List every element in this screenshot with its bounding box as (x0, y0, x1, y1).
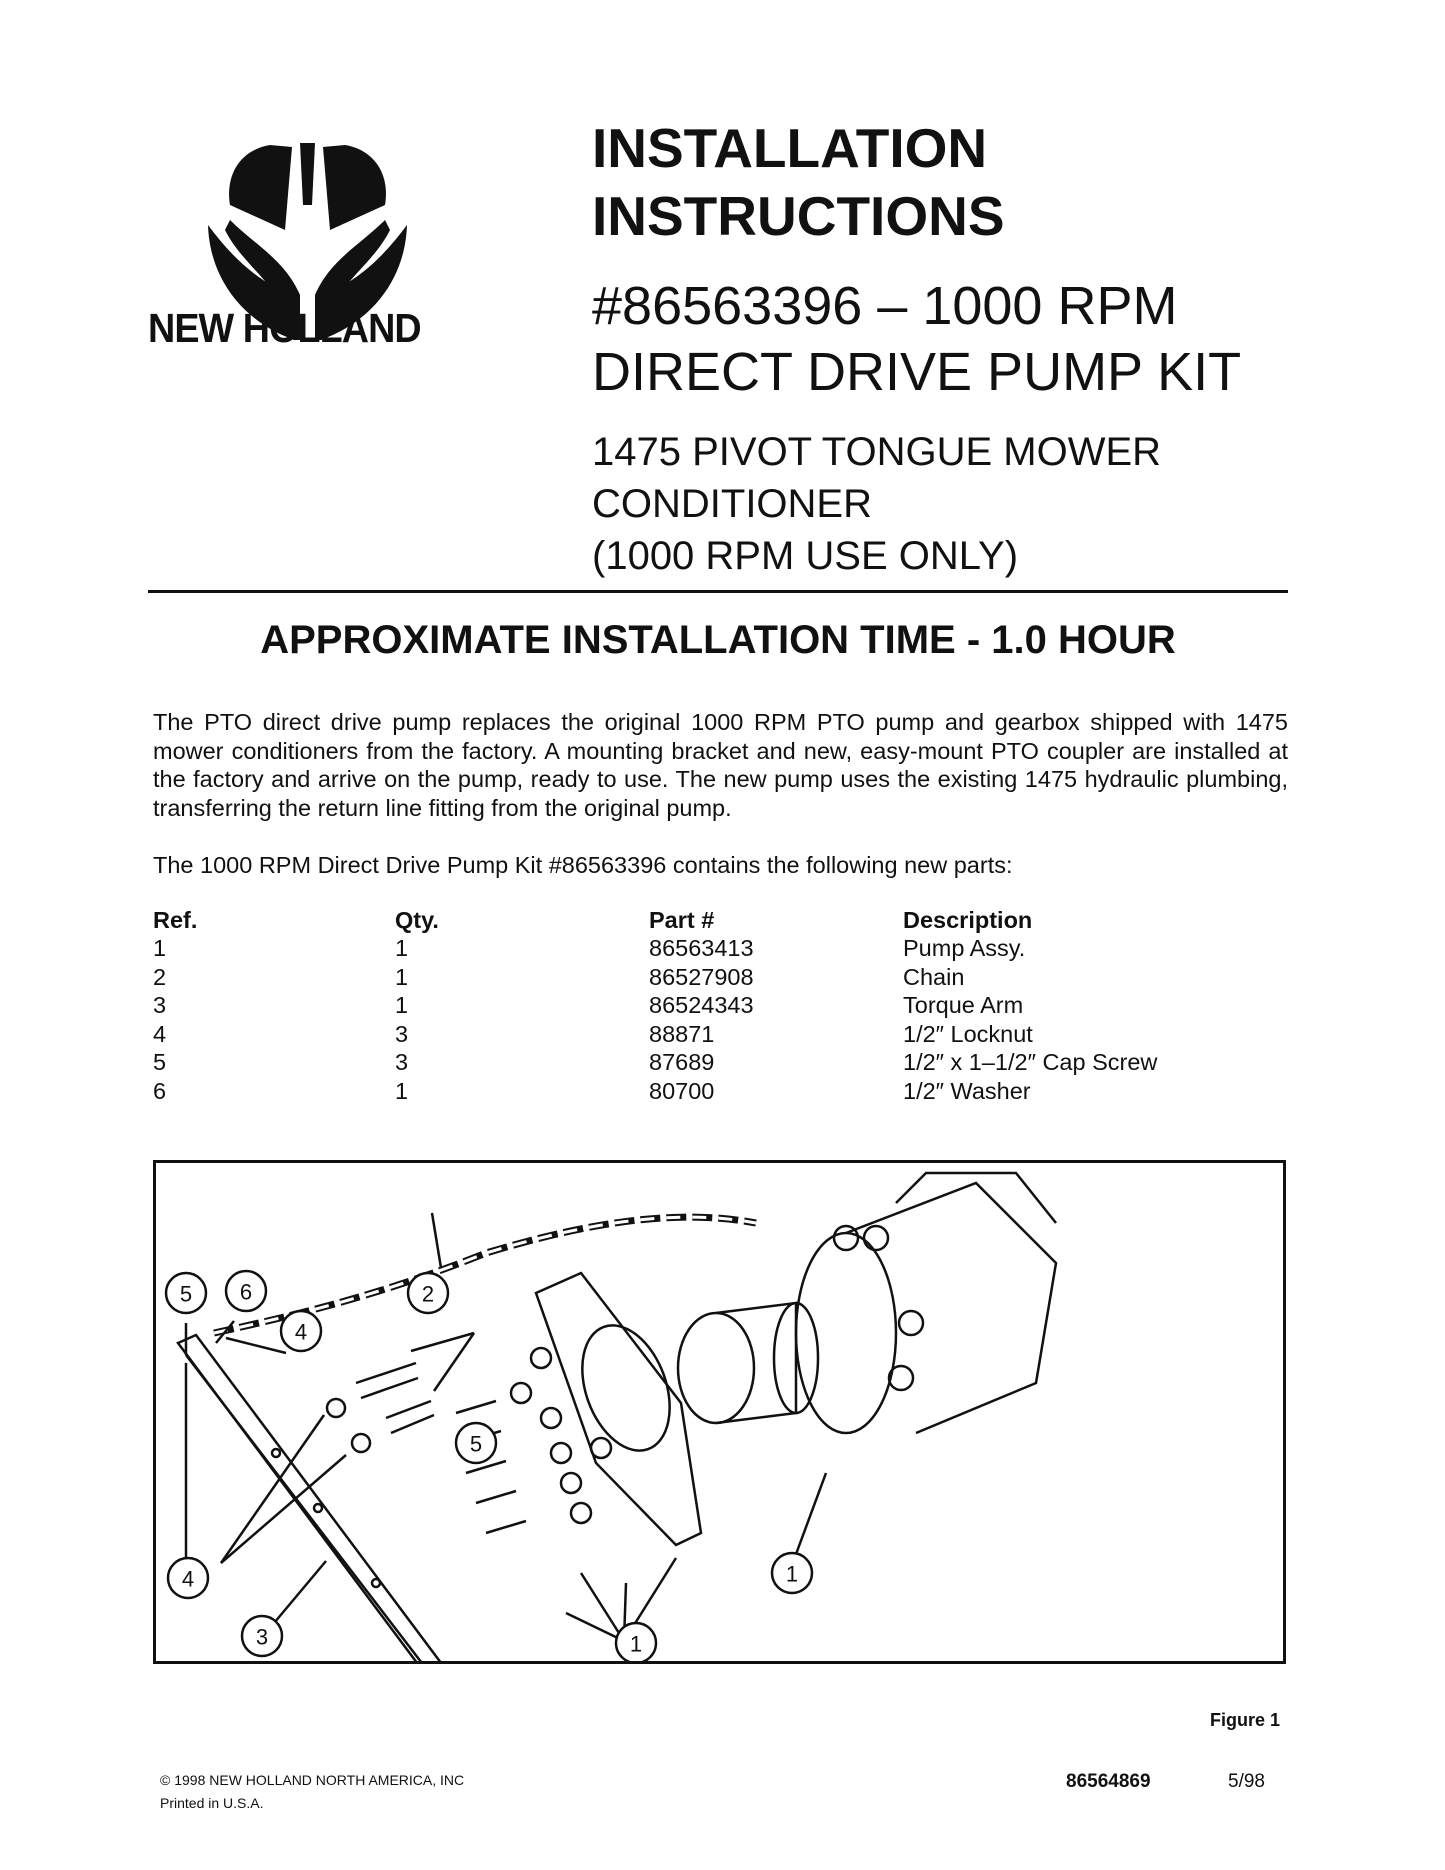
page-title-line1: INSTALLATION (592, 117, 988, 179)
table-row (153, 1077, 1283, 1106)
svg-text:2: 2 (421, 1281, 435, 1307)
contents-sentence: The 1000 RPM Direct Drive Pump Kit #86563396 contains the following new parts: (153, 852, 1013, 878)
cell-part-number: 86524343 (649, 992, 754, 1018)
parts-table (153, 906, 1283, 1105)
kit-number-line2: DIRECT DRIVE PUMP KIT (592, 342, 1242, 402)
cell-qty: 1 (395, 992, 409, 1018)
cell-ref: 3 (153, 992, 167, 1018)
intro-paragraph: The PTO direct drive pump replaces the original 1000 RPM PTO pump and gearbox shipped with 1475 mower conditioners from the factory. A mounting bracket and new, easy-mount PTO coupler are installed at the factory and arrive on the pump, ready to use. The new pump uses the existing 1475 hydraulic plumbing, transferring the return line fitting from the original pump. (153, 709, 1288, 821)
svg-text:1: 1 (785, 1561, 799, 1587)
cell-qty: 1 (395, 963, 409, 990)
callout-1-bottom (616, 1623, 656, 1661)
model-line3: (1000 RPM USE ONLY) (592, 534, 1019, 578)
model-line2: CONDITIONER (592, 482, 872, 526)
model-line1: 1475 PIVOT TONGUE MOWER (592, 430, 1162, 474)
cell-qty: 3 (395, 1049, 409, 1075)
cell-qty: 3 (395, 1020, 409, 1047)
cell-part-number: 86563413 (649, 935, 754, 961)
callout-1-right (772, 1553, 812, 1593)
callout-2 (408, 1273, 448, 1313)
svg-text:3: 3 (255, 1624, 269, 1650)
brand-name: NEW HOLLAND (148, 305, 421, 351)
svg-text:4: 4 (294, 1319, 308, 1345)
callout-4-bottom (168, 1558, 208, 1598)
cell-description: Chain (903, 963, 965, 990)
document-number: 86564869 (1066, 1771, 1151, 1792)
cell-ref: 6 (153, 1077, 167, 1104)
header-divider (148, 590, 1288, 593)
cell-part-number: 87689 (649, 1049, 715, 1075)
cell-qty: 1 (395, 1077, 409, 1104)
cell-part-number: 80700 (649, 1077, 715, 1104)
cell-description: Pump Assy. (903, 935, 1026, 961)
callout-6 (226, 1271, 266, 1311)
table-row (153, 1020, 1283, 1049)
pump-assembly-illustration (678, 1173, 1056, 1433)
torque-arm-illustration (178, 1335, 456, 1661)
page-title-line2: INSTRUCTIONS (592, 185, 1005, 247)
figure-drawing (156, 1163, 1283, 1661)
cell-ref: 2 (153, 963, 167, 990)
cell-part-number: 88871 (649, 1020, 715, 1047)
installation-time: APPROXIMATE INSTALLATION TIME - 1.0 HOUR (260, 618, 1176, 662)
kit-number-line1: #86563396 – 1000 RPM (592, 276, 1178, 336)
callout-5-middle (456, 1423, 496, 1463)
svg-text:6: 6 (239, 1279, 253, 1305)
cell-qty: 1 (395, 935, 409, 961)
printed-in: Printed in U.S.A. (160, 1795, 264, 1811)
cell-part-number: 86527908 (649, 963, 754, 990)
svg-text:5: 5 (179, 1281, 193, 1307)
header-qty: Qty. (395, 907, 439, 933)
header-description: Description (903, 907, 1033, 933)
table-row (153, 1048, 1283, 1077)
cell-description: 1/2″ Locknut (903, 1020, 1033, 1047)
figure-caption: Figure 1 (1210, 1710, 1281, 1730)
parts-table-header (153, 906, 1283, 934)
table-row (153, 934, 1283, 963)
cell-ref: 1 (153, 935, 167, 961)
table-row (153, 991, 1283, 1020)
header-part-number: Part # (649, 907, 715, 933)
cell-ref: 5 (153, 1049, 167, 1075)
svg-text:5: 5 (469, 1431, 483, 1457)
callout-4-top (281, 1311, 321, 1351)
cell-ref: 4 (153, 1020, 167, 1047)
cell-description: 1/2″ Washer (903, 1077, 1031, 1104)
cell-description: 1/2″ x 1–1/2″ Cap Screw (903, 1049, 1158, 1075)
callout-5-top (166, 1273, 206, 1313)
svg-text:4: 4 (181, 1566, 195, 1592)
callout-3 (242, 1616, 282, 1656)
mounting-bracket-illustration (536, 1273, 701, 1545)
exploded-view-figure (153, 1160, 1286, 1664)
copyright: © 1998 NEW HOLLAND NORTH AMERICA, INC (160, 1772, 465, 1788)
table-row (153, 963, 1283, 992)
document-date: 5/98 (1228, 1771, 1265, 1792)
svg-text:1: 1 (629, 1631, 643, 1657)
leader-lines (186, 1213, 826, 1641)
header-ref: Ref. (153, 907, 198, 933)
cell-description: Torque Arm (903, 992, 1024, 1018)
